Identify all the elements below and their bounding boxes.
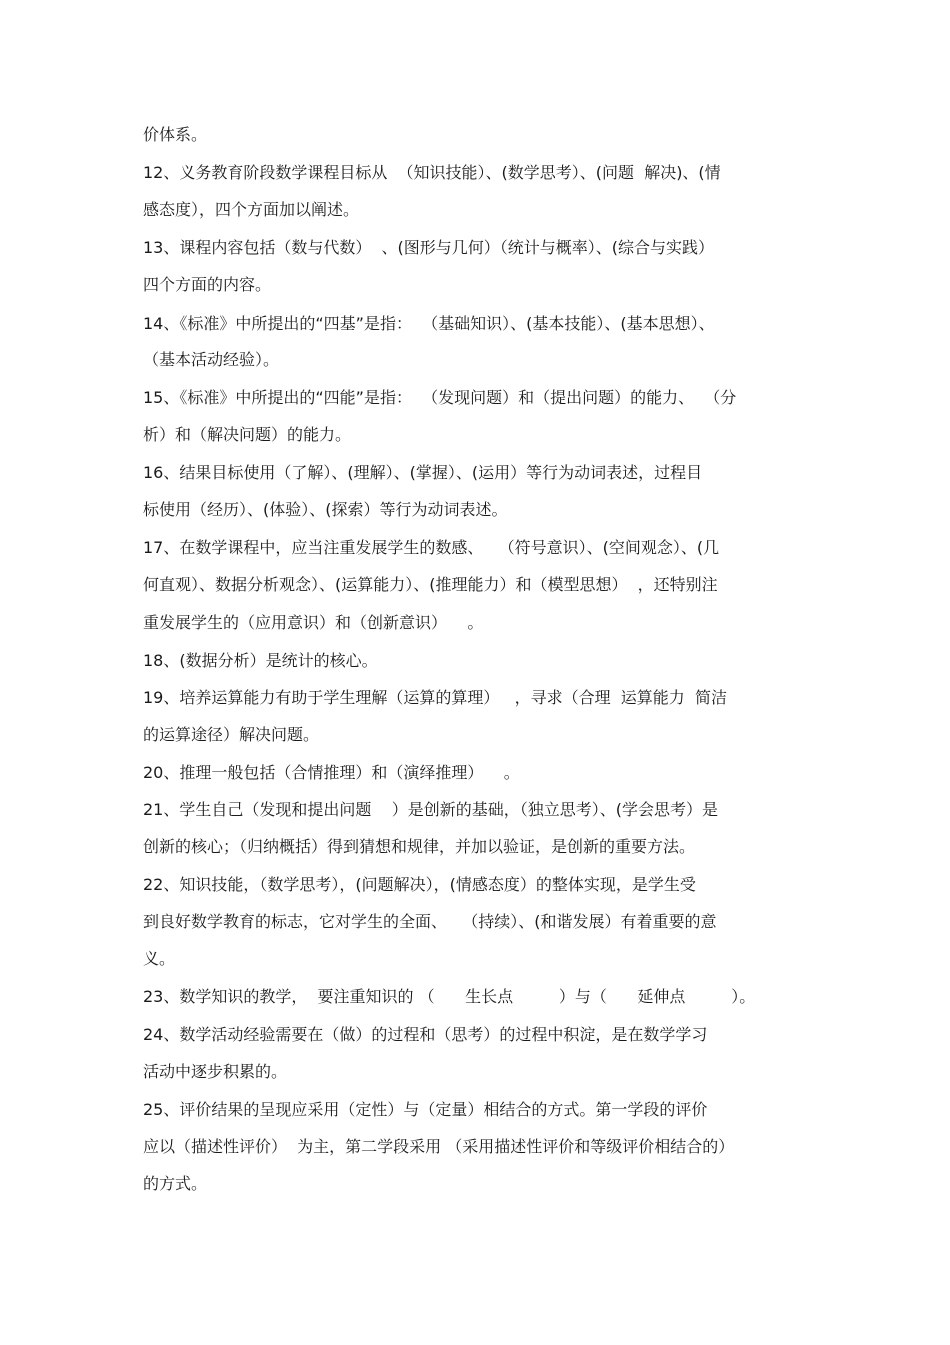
text-line: 24、数学活动经验需要在（做）的过程和（思考）的过程中积淀，是在数学学习 <box>143 1025 708 1044</box>
text-line: 何直观）、数据分析观念）、(运算能力）、(推理能力）和（模型思想） ，还特别注 <box>143 575 718 594</box>
text-line: 25、评价结果的呈现应采用（定性）与（定量）相结合的方式。第一学段的评价 <box>143 1100 708 1119</box>
text-line: 的方式。 <box>143 1174 208 1193</box>
text-line: 义。 <box>143 949 176 968</box>
text-line: 22、知识技能，（数学思考），(问题解决），(情感态度）的整体实现，是学生受 <box>143 875 696 894</box>
text-line: 感态度），四个方面加以阐述。 <box>143 200 360 219</box>
text-line: 的运算途径）解决问题。 <box>143 725 320 744</box>
text-line: 创新的核心；（归纳概括）得到猜想和规律，并加以验证，是创新的重要方法。 <box>143 837 696 856</box>
text-line: （基本活动经验）。 <box>143 350 280 369</box>
text-line: 15、《标准》中所提出的“四能”是指： （发现问题）和（提出问题）的能力、 （分 <box>143 388 737 407</box>
text-line: 活动中逐步积累的。 <box>143 1062 288 1081</box>
text-line: 到良好数学教育的标志，它对学生的全面、 （持续）、(和谐发展）有着重要的意 <box>143 912 717 931</box>
text-line: 18、(数据分析）是统计的核心。 <box>143 651 378 670</box>
text-line: 20、推理一般包括（合情推理）和（演绎推理） 。 <box>143 763 520 782</box>
text-line: 13、课程内容包括（数与代数） 、(图形与几何）（统计与概率）、(综合与实践） <box>143 238 715 257</box>
text-line: 23、数学知识的教学， 要注重知识的 （ 生长点 ）与（ 延伸点 ）。 <box>143 987 756 1006</box>
text-line: 12、义务教育阶段数学课程目标从 （知识技能）、(数学思考）、(问题 解决)、(情 <box>143 163 721 182</box>
text-line: 应以（描述性评价） 为主，第二学段采用 （采用描述性评价和等级评价相结合的） <box>143 1137 735 1156</box>
text-line: 14、《标准》中所提出的“四基”是指： （基础知识）、(基本技能）、(基本思想）、 <box>143 314 715 333</box>
text-line: 标使用（经历）、(体验）、(探索）等行为动词表述。 <box>143 500 508 519</box>
text-line: 四个方面的内容。 <box>143 275 272 294</box>
text-line: 16、结果目标使用（了解）、(理解）、(掌握）、(运用）等行为动词表述，过程目 <box>143 463 703 482</box>
text-line: 析）和（解决问题）的能力。 <box>143 425 352 444</box>
text-line: 21、学生自己（发现和提出问题 ）是创新的基础，（独立思考）、(学会思考）是 <box>143 800 718 819</box>
text-line: 19、培养运算能力有助于学生理解（运算的算理） ，寻求（合理 运算能力 简洁 <box>143 688 727 707</box>
text-line: 17、在数学课程中，应当注重发展学生的数感、 （符号意识）、(空间观念）、(几 <box>143 538 720 557</box>
text-line: 价体系。 <box>143 125 208 144</box>
text-line: 重发展学生的（应用意识）和（创新意识） 。 <box>143 613 484 632</box>
